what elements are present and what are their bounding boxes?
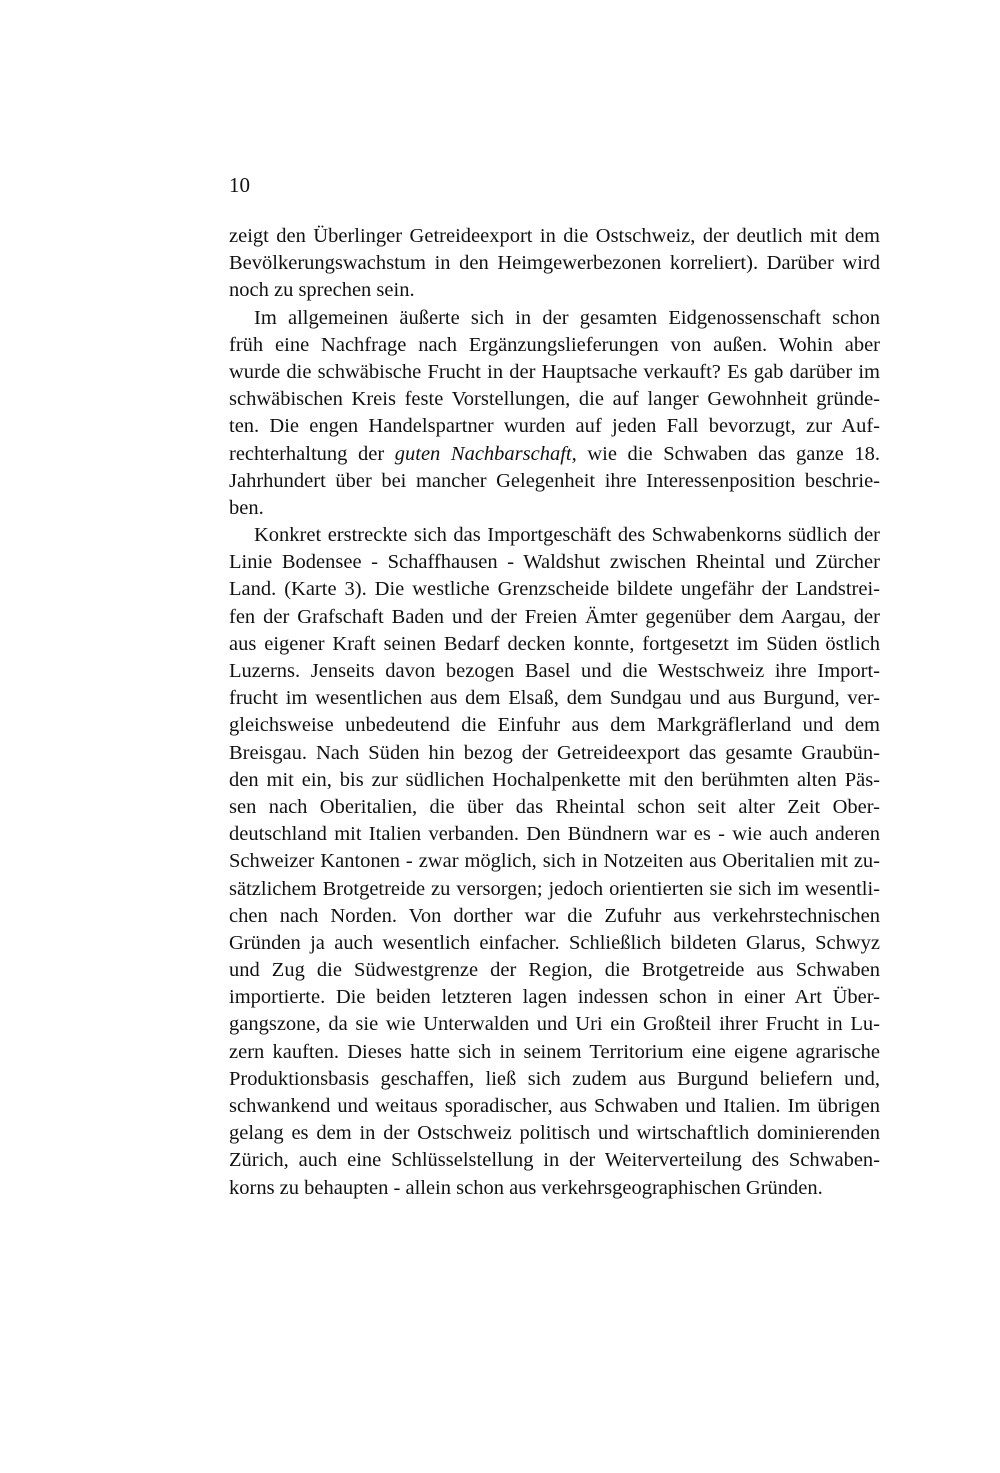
text-line: gelang es dem in der Ostschweiz politisch und wirtschaftlich dominierenden (229, 1122, 880, 1145)
text-line-with-italic (229, 441, 880, 468)
text-line: importierte. Die beiden letzteren lagen indessen schon in einer Art Über- (229, 986, 880, 1009)
text-line: fen der Grafschaft Baden und der Freien Ämter gegenüber dem Aargau, der (229, 605, 880, 628)
text-line: Linie Bodensee - Schaffhausen - Waldshut zwischen Rheintal und Zürcher (229, 551, 880, 574)
text-line: ten. Die engen Handelspartner wurden auf jeden Fall bevorzugt, zur Auf- (229, 415, 880, 438)
body-text (229, 223, 880, 1202)
text-line: zeigt den Überlinger Getreideexport in die Ostschweiz, der deutlich mit dem (229, 225, 880, 247)
text-line: Land. (Karte 3). Die westliche Grenzscheide bildete ungefähr der Landstrei- (229, 578, 880, 601)
text-line: gangszone, da sie wie Unterwalden und Uri ein Großteil ihrer Frucht in Lu- (229, 1013, 880, 1036)
text-line: Bevölkerungswachstum in den Heimgewerbezonen korreliert). Darüber wird (229, 252, 880, 275)
text-line: schwäbischen Kreis feste Vorstellungen, die auf langer Gewohnheit gründe- (229, 388, 880, 411)
text-line: zern kauften. Dieses hatte sich in seinem Territorium eine eigene agrarische (229, 1040, 880, 1063)
text-line: Gründen ja auch wesentlich einfacher. Schließlich bildeten Glarus, Schwyz (229, 931, 880, 954)
text-line: aus eigener Kraft seinen Bedarf decken konnte, fortgesetzt im Süden östlich (229, 632, 880, 655)
paragraph-3 (229, 522, 880, 1202)
paragraph-2 (229, 305, 880, 523)
text-line: Produktionsbasis geschaffen, ließ sich zudem aus Burgund beliefern und, (229, 1067, 880, 1090)
paragraph-1 (229, 223, 880, 305)
text-line: und Zug die Südwestgrenze der Region, die Brotgetreide aus Schwaben (229, 959, 880, 982)
text-line: sen nach Oberitalien, die über das Rheintal schon seit alter Zeit Ober- (229, 795, 880, 818)
text-line: deutschland mit Italien verbanden. Den Bündnern war es - wie auch anderen (229, 823, 880, 846)
text-line: korns zu behaupten - allein schon aus verkehrsgeographischen Gründen. (229, 1176, 823, 1199)
italic-phrase: guten Nachbarschaft, (394, 442, 577, 465)
text-line: Luzerns. Jenseits davon bezogen Basel und die Westschweiz ihre Import- (229, 660, 880, 682)
text-line: ben. (229, 496, 264, 519)
text-line: den mit ein, bis zur südlichen Hochalpenkette mit den berühmten alten Päs- (229, 768, 880, 791)
text-line: früh eine Nachfrage nach Ergänzungslieferungen von außen. Wohin aber (229, 333, 880, 356)
text-segment: wie die Schwaben das ganze 18. (576, 442, 881, 465)
page-number: 10 (229, 173, 250, 197)
text-line: noch zu sprechen sein. (229, 279, 415, 302)
text-line: Breisgau. Nach Süden hin bezog der Getreideexport das gesamte Graubün- (229, 741, 880, 764)
text-line: Konkret erstreckte sich das Importgeschäft des Schwabenkorns südlich der (254, 524, 880, 547)
text-line: schwankend und weitaus sporadischer, aus Schwaben und Italien. Im übrigen (229, 1095, 880, 1117)
text-line: Zürich, auch eine Schlüsselstellung in der Weiterverteilung des Schwaben- (229, 1149, 880, 1172)
text-line: sätzlichem Brotgetreide zu versorgen; jedoch orientierten sie sich im wesentli- (229, 877, 880, 900)
text-line: frucht im wesentlichen aus dem Elsaß, dem Sundgau und aus Burgund, ver- (229, 687, 880, 710)
text-line: Schweizer Kantonen - zwar möglich, sich in Notzeiten aus Oberitalien mit zu- (229, 850, 880, 873)
text-line: Im allgemeinen äußerte sich in der gesamten Eidgenossenschaft schon (254, 306, 880, 329)
text-line: gleichsweise unbedeutend die Einfuhr aus dem Markgräflerland und dem (229, 714, 880, 737)
text-line: chen nach Norden. Von dorther war die Zufuhr aus verkehrstechnischen (229, 904, 880, 927)
text-segment: rechterhaltung der (229, 442, 395, 465)
text-line: wurde die schwäbische Frucht in der Hauptsache verkauft? Es gab darüber im (229, 360, 880, 383)
text-line: Jahrhundert über bei mancher Gelegenheit ihre Interessenposition beschrie- (229, 469, 880, 492)
